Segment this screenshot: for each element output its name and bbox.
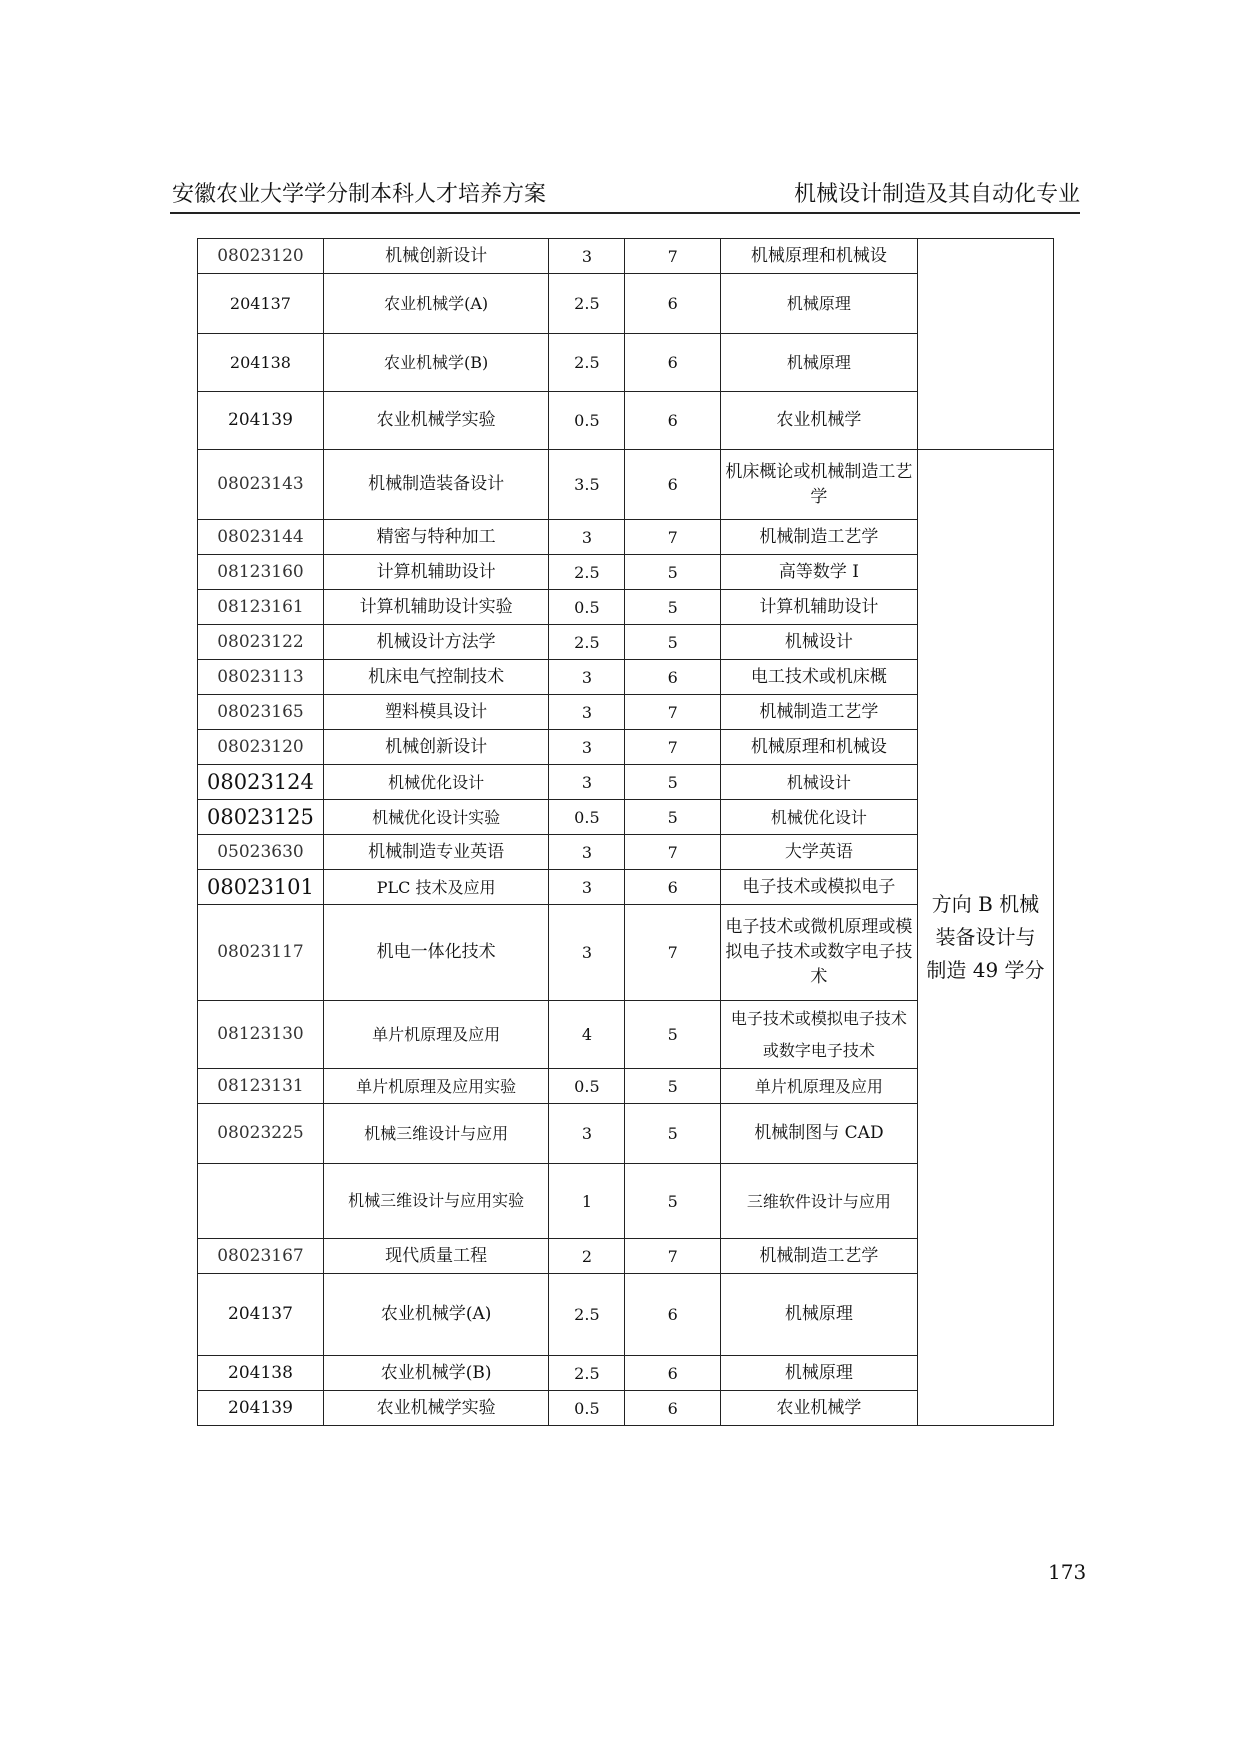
course-code: 08023124 xyxy=(198,765,324,800)
course-name: 精密与特种加工 xyxy=(323,520,548,555)
course-name: 机械优化设计 xyxy=(323,765,548,800)
table-row xyxy=(198,450,1054,520)
course-credit: 2 xyxy=(549,1239,625,1274)
course-code: 08123161 xyxy=(198,590,324,625)
course-term: 6 xyxy=(625,1356,720,1391)
course-prereq: 机械制造工艺学 xyxy=(720,520,917,555)
course-code: 08123160 xyxy=(198,555,324,590)
course-prereq: 三维软件设计与应用 xyxy=(720,1164,917,1239)
course-prereq: 机械制造工艺学 xyxy=(720,695,917,730)
course-prereq: 机械制造工艺学 xyxy=(720,1239,917,1274)
course-credit: 2.5 xyxy=(549,274,625,334)
course-name: 计算机辅助设计实验 xyxy=(323,590,548,625)
course-code: 08023120 xyxy=(198,730,324,765)
course-name: 机电一体化技术 xyxy=(323,905,548,1001)
course-code: 08023125 xyxy=(198,800,324,835)
course-term: 7 xyxy=(625,1239,720,1274)
course-credit: 3 xyxy=(549,695,625,730)
page-header xyxy=(170,176,1080,214)
course-credit: 4 xyxy=(549,1001,625,1069)
course-name: 机械制造装备设计 xyxy=(323,450,548,520)
course-prereq: 电子技术或微机原理或模拟电子技术或数字电子技术 xyxy=(720,905,917,1001)
course-credit: 2.5 xyxy=(549,334,625,392)
course-code: 08023144 xyxy=(198,520,324,555)
course-code: 05023630 xyxy=(198,835,324,870)
course-term: 5 xyxy=(625,590,720,625)
course-prereq: 机床概论或机械制造工艺学 xyxy=(720,450,917,520)
course-credit: 3 xyxy=(549,765,625,800)
course-credit: 3 xyxy=(549,520,625,555)
course-term: 6 xyxy=(625,450,720,520)
course-term: 5 xyxy=(625,1001,720,1069)
course-name: 机床电气控制技术 xyxy=(323,660,548,695)
group-note xyxy=(917,239,1053,450)
course-name: 现代质量工程 xyxy=(323,1239,548,1274)
course-name: 机械优化设计实验 xyxy=(323,800,548,835)
course-credit: 3.5 xyxy=(549,450,625,520)
course-code: 08023113 xyxy=(198,660,324,695)
course-name: 农业机械学(B) xyxy=(323,1356,548,1391)
course-credit: 0.5 xyxy=(549,1391,625,1426)
course-credit: 0.5 xyxy=(549,800,625,835)
course-credit: 2.5 xyxy=(549,555,625,590)
course-name: 机械三维设计与应用实验 xyxy=(323,1164,548,1239)
course-name: PLC 技术及应用 xyxy=(323,870,548,905)
course-name: 农业机械学(A) xyxy=(323,274,548,334)
course-term: 6 xyxy=(625,870,720,905)
course-credit: 2.5 xyxy=(549,1356,625,1391)
course-term: 6 xyxy=(625,274,720,334)
header-document-title: 安徽农业大学学分制本科人才培养方案 xyxy=(172,182,547,207)
course-name: 机械创新设计 xyxy=(323,239,548,274)
course-code: 08023225 xyxy=(198,1104,324,1164)
course-code: 204138 xyxy=(198,1356,324,1391)
course-term: 5 xyxy=(625,625,720,660)
course-term: 7 xyxy=(625,730,720,765)
course-prereq: 单片机原理及应用 xyxy=(720,1069,917,1104)
course-prereq: 机械原理和机械设 xyxy=(720,239,917,274)
course-term: 6 xyxy=(625,392,720,450)
course-term: 5 xyxy=(625,555,720,590)
course-credit: 3 xyxy=(549,870,625,905)
course-prereq: 农业机械学 xyxy=(720,1391,917,1426)
course-code: 08023117 xyxy=(198,905,324,1001)
course-credit: 3 xyxy=(549,239,625,274)
course-credit: 3 xyxy=(549,1104,625,1164)
course-name: 农业机械学实验 xyxy=(323,1391,548,1426)
course-term: 6 xyxy=(625,1274,720,1356)
course-name: 农业机械学(B) xyxy=(323,334,548,392)
course-code: 08123130 xyxy=(198,1001,324,1069)
course-code: 08023120 xyxy=(198,239,324,274)
course-prereq: 机械优化设计 xyxy=(720,800,917,835)
course-prereq: 大学英语 xyxy=(720,835,917,870)
course-prereq: 高等数学 I xyxy=(720,555,917,590)
course-code: 204139 xyxy=(198,1391,324,1426)
course-prereq: 机械原理 xyxy=(720,1274,917,1356)
course-term: 7 xyxy=(625,835,720,870)
course-term: 6 xyxy=(625,1391,720,1426)
group-note: 方向 B 机械装备设计与制造 49 学分 xyxy=(917,450,1053,1426)
course-term: 6 xyxy=(625,660,720,695)
course-credit: 0.5 xyxy=(549,392,625,450)
course-prereq: 电工技术或机床概 xyxy=(720,660,917,695)
course-code: 204139 xyxy=(198,392,324,450)
course-code: 08123131 xyxy=(198,1069,324,1104)
course-prereq: 机械原理 xyxy=(720,1356,917,1391)
course-term: 7 xyxy=(625,239,720,274)
course-prereq: 机械设计 xyxy=(720,765,917,800)
course-name: 单片机原理及应用 xyxy=(323,1001,548,1069)
course-term: 6 xyxy=(625,334,720,392)
course-term: 7 xyxy=(625,520,720,555)
course-code: 08023101 xyxy=(198,870,324,905)
course-name: 农业机械学实验 xyxy=(323,392,548,450)
course-term: 7 xyxy=(625,695,720,730)
course-prereq: 农业机械学 xyxy=(720,392,917,450)
course-term: 7 xyxy=(625,905,720,1001)
course-prereq: 机械原理 xyxy=(720,334,917,392)
course-prereq: 机械制图与 CAD xyxy=(720,1104,917,1164)
course-term: 5 xyxy=(625,765,720,800)
course-name: 计算机辅助设计 xyxy=(323,555,548,590)
course-name: 机械创新设计 xyxy=(323,730,548,765)
course-credit: 3 xyxy=(549,660,625,695)
course-code: 204137 xyxy=(198,274,324,334)
course-code: 08023167 xyxy=(198,1239,324,1274)
header-major-title: 机械设计制造及其自动化专业 xyxy=(793,182,1080,207)
course-name: 塑料模具设计 xyxy=(323,695,548,730)
course-credit: 1 xyxy=(549,1164,625,1239)
course-credit: 0.5 xyxy=(549,1069,625,1104)
course-term: 5 xyxy=(625,1069,720,1104)
course-prereq: 机械原理和机械设 xyxy=(720,730,917,765)
course-name: 单片机原理及应用实验 xyxy=(323,1069,548,1104)
course-code: 08023143 xyxy=(198,450,324,520)
course-code xyxy=(198,1164,324,1239)
course-prereq: 计算机辅助设计 xyxy=(720,590,917,625)
course-table xyxy=(197,238,1054,1426)
course-credit: 0.5 xyxy=(549,590,625,625)
course-name: 农业机械学(A) xyxy=(323,1274,548,1356)
course-code: 08023122 xyxy=(198,625,324,660)
course-code: 08023165 xyxy=(198,695,324,730)
course-name: 机械制造专业英语 xyxy=(323,835,548,870)
course-prereq: 电子技术或模拟电子 xyxy=(720,870,917,905)
page-number: 173 xyxy=(1048,1560,1087,1584)
course-credit: 3 xyxy=(549,905,625,1001)
course-prereq: 机械原理 xyxy=(720,274,917,334)
course-credit: 2.5 xyxy=(549,625,625,660)
course-term: 5 xyxy=(625,1104,720,1164)
table-row xyxy=(198,239,1054,274)
course-code: 204137 xyxy=(198,1274,324,1356)
course-credit: 3 xyxy=(549,730,625,765)
course-code: 204138 xyxy=(198,334,324,392)
course-credit: 3 xyxy=(549,835,625,870)
course-credit: 2.5 xyxy=(549,1274,625,1356)
course-name: 机械设计方法学 xyxy=(323,625,548,660)
course-prereq: 电子技术或模拟电子技术或数字电子技术 xyxy=(720,1001,917,1069)
course-term: 5 xyxy=(625,800,720,835)
course-name: 机械三维设计与应用 xyxy=(323,1104,548,1164)
course-term: 5 xyxy=(625,1164,720,1239)
course-prereq: 机械设计 xyxy=(720,625,917,660)
